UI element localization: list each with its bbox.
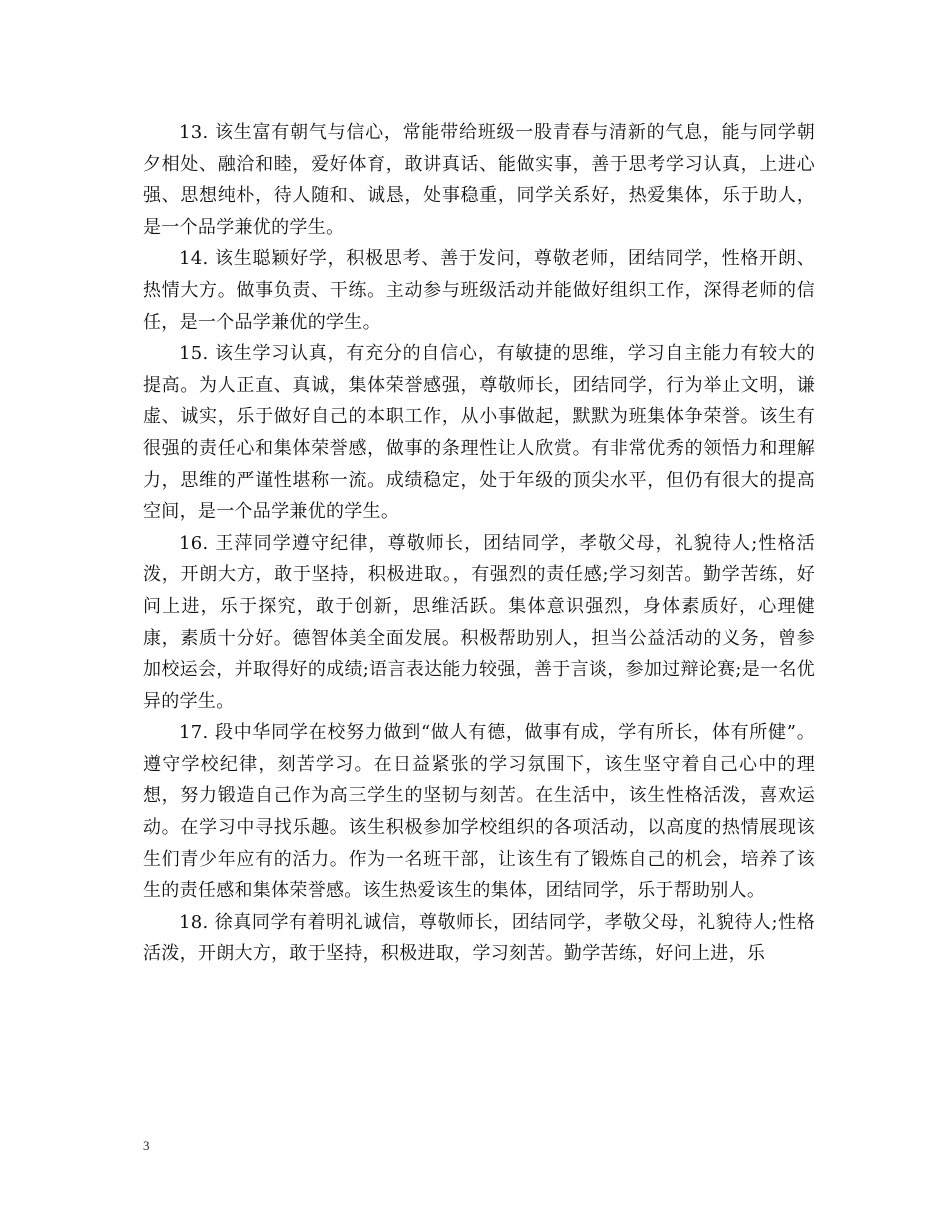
paragraph-18: 18. 徐真同学有着明礼诚信，尊敬师长，团结同学，孝敬父母，礼貌待人;性格活泼，开朗大方，敢于坚持，积极进取，学习刻苦。勤学苦练，好问上进，乐 <box>143 911 815 965</box>
document-body <box>143 117 815 970</box>
paragraph-13: 13. 该生富有朝气与信心，常能带给班级一股青春与清新的气息，能与同学朝夕相处、融洽和睦，爱好体育，敢讲真话、能做实事，善于思考学习认真，上进心强、思想纯朴，待人随和、诚恳，处事稳重，同学关系好，热爱集体，乐于助人，是一个品学兼优的学生。 <box>143 122 815 238</box>
paragraph-15: 15. 该生学习认真，有充分的自信心，有敏捷的思维，学习自主能力有较大的提高。为人正直、真诚，集体荣誉感强，尊敬师长，团结同学，行为举止文明，谦虚、诚实，乐于做好自己的本职工作，从小事做起，默默为班集体争荣誉。该生有很强的责任心和集体荣誉感，做事的条理性让人欣赏。有非常优秀的领悟力和理解力，思维的严谨性堪称一流。成绩稳定，处于年级的顶尖水平，但仍有很大的提高空间，是一个品学兼优的学生。 <box>143 343 815 523</box>
paragraph-17: 17. 段中华同学在校努力做到“做人有德，做事有成，学有所长，体有所健”。遵守学校纪律，刻苦学习。在日益紧张的学习氛围下，该生坚守着自己心中的理想，努力锻造自己作为高三学生的坚韧与刻苦。在生活中，该生性格活泼，喜欢运动。在学习中寻找乐趣。该生积极参加学校组织的各项活动，以高度的热情展现该生们青少年应有的活力。作为一名班干部，让该生有了锻炼自己的机会，培养了该生的责任感和集体荣誉感。该生热爱该生的集体，团结同学，乐于帮助别人。 <box>143 722 815 902</box>
paragraph-14: 14. 该生聪颖好学，积极思考、善于发问，尊敬老师，团结同学，性格开朗、热情大方。做事负责、干练。主动参与班级活动并能做好组织工作，深得老师的信任，是一个品学兼优的学生。 <box>143 248 815 333</box>
page-number: 3 <box>143 1138 150 1153</box>
paragraph-16: 16. 王萍同学遵守纪律，尊敬师长，团结同学，孝敬父母，礼貌待人;性格活泼，开朗大方，敢于坚持，积极进取。，有强烈的责任感;学习刻苦。勤学苦练，好问上进，乐于探究，敢于创新，思维活跃。集体意识强烈，身体素质好，心理健康，素质十分好。德智体美全面发展。积极帮助别人，担当公益活动的义务，曾参加校运会，并取得好的成绩;语言表达能力较强，善于言谈，参加过辩论赛;是一名优异的学生。 <box>143 532 815 712</box>
